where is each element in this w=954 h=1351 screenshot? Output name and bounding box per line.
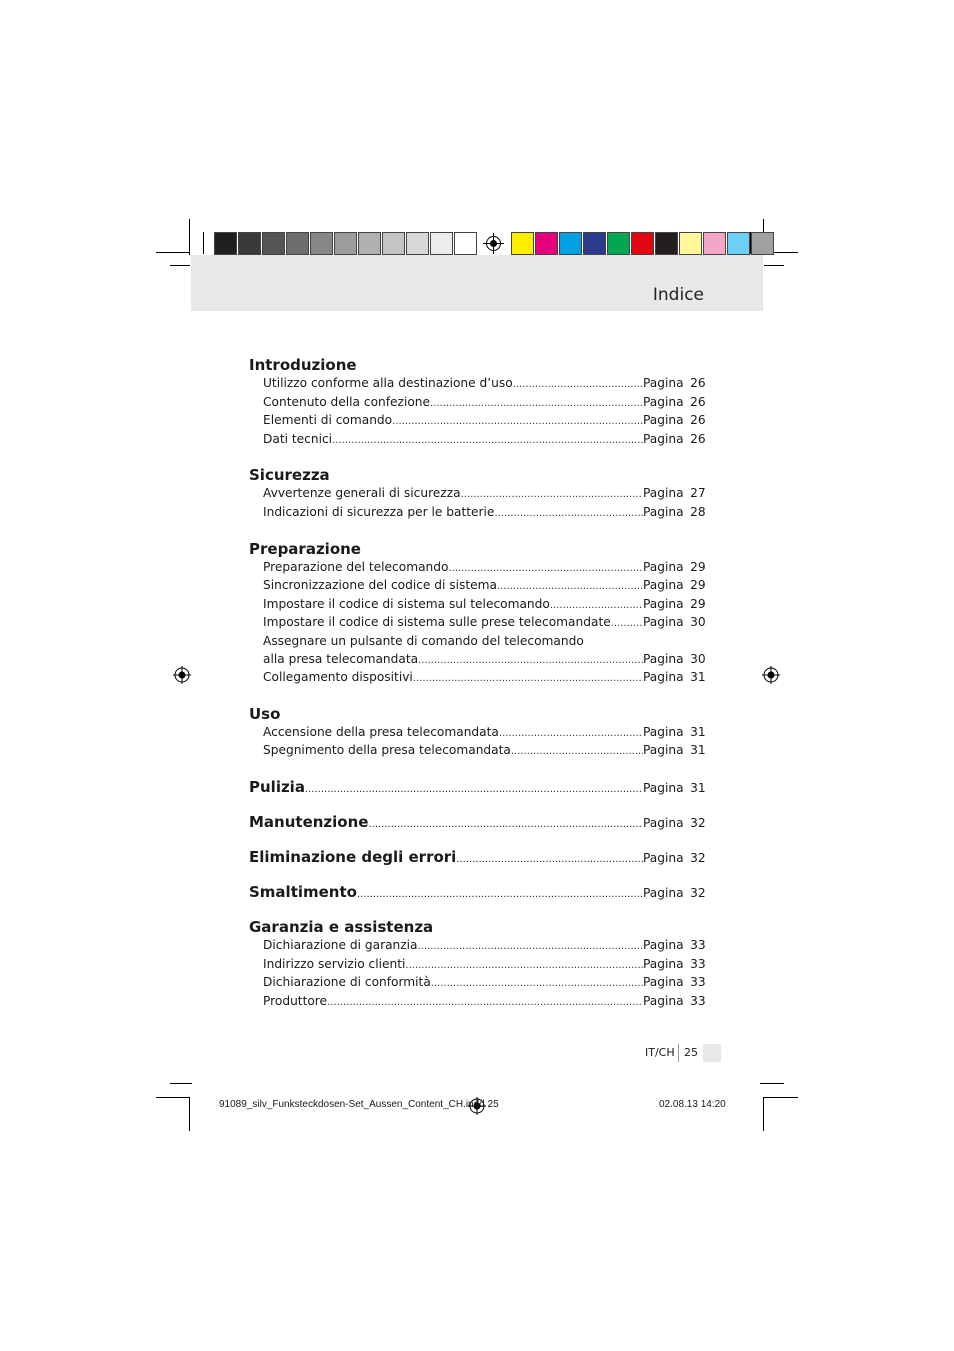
toc-entry-page	[643, 375, 705, 393]
toc-entry	[249, 596, 705, 615]
page-label: Pagina	[643, 413, 684, 428]
toc-section	[249, 883, 705, 902]
crop-mark	[189, 1097, 190, 1131]
toc-entry	[249, 993, 705, 1012]
toc-entry-page	[643, 431, 705, 449]
color-swatch	[679, 232, 702, 255]
color-bar	[214, 232, 775, 255]
toc-section-heading: Smaltimento	[249, 882, 357, 901]
color-swatch	[607, 232, 630, 255]
dot-leader	[418, 652, 643, 670]
toc-entry-page	[643, 559, 705, 577]
toc-entry	[249, 742, 705, 761]
page-label: Pagina	[643, 486, 684, 501]
toc-entry-text: Indirizzo servizio clienti	[263, 956, 406, 971]
footer-page-number: 25	[684, 1046, 698, 1059]
page-number: 26	[690, 431, 706, 446]
crop-mark	[156, 252, 190, 253]
toc-entry	[249, 724, 705, 743]
toc-section-heading: Introduzione	[249, 356, 357, 374]
dot-leader	[497, 578, 643, 596]
toc-entry	[249, 937, 705, 956]
toc-entry-text: Spegnimento della presa telecomandata	[263, 743, 511, 758]
page-label: Pagina	[643, 596, 684, 611]
dot-leader	[418, 938, 643, 956]
toc-entry-page	[643, 651, 705, 669]
toc-section	[249, 356, 705, 449]
dot-leader	[611, 615, 643, 633]
toc-section-heading: Eliminazione degli errori	[249, 847, 457, 866]
footer-divider	[678, 1044, 679, 1062]
color-swatch	[214, 232, 237, 255]
toc-section	[249, 778, 705, 797]
registration-mark-icon	[173, 666, 191, 684]
page-number: 28	[690, 504, 706, 519]
toc-section	[249, 705, 705, 761]
color-swatch	[262, 232, 285, 255]
dot-leader	[413, 670, 643, 688]
toc-entry	[249, 412, 705, 431]
toc-entry-page	[643, 724, 705, 742]
toc-entry-page	[643, 577, 705, 595]
dot-leader	[405, 957, 643, 975]
page-label: Pagina	[643, 670, 684, 685]
page-number: 29	[690, 559, 706, 574]
dot-leader	[327, 994, 643, 1012]
toc-entry-page	[643, 596, 705, 614]
dot-leader	[305, 784, 643, 795]
toc-entry-page	[643, 669, 705, 687]
page-number: 26	[690, 413, 706, 428]
toc-entry-text: Impostare il codice di sistema sul telecomando	[263, 596, 550, 611]
toc-entry	[249, 614, 705, 633]
dot-leader	[448, 560, 643, 578]
page-number: 26	[690, 376, 706, 390]
page-label: Pagina	[643, 850, 684, 865]
crop-mark	[203, 232, 204, 254]
toc-entry-text: Contenuto della confezione	[263, 394, 431, 409]
toc-entry-page	[643, 956, 705, 974]
toc-entry-page	[643, 816, 705, 830]
toc-entry-text: Dati tecnici	[263, 431, 333, 446]
page-number: 33	[690, 956, 706, 971]
color-swatch	[454, 232, 477, 255]
color-swatch	[559, 232, 582, 255]
dot-leader	[456, 854, 643, 865]
page-label: Pagina	[643, 394, 684, 409]
footer-language: IT/CH	[645, 1046, 675, 1059]
toc-entry	[249, 956, 705, 975]
toc-entry-text: alla presa telecomandata	[263, 651, 419, 666]
page-label: Pagina	[643, 651, 684, 666]
color-swatch	[382, 232, 405, 255]
color-swatch	[583, 232, 606, 255]
page-label: Pagina	[643, 743, 684, 758]
page-label: Pagina	[643, 780, 684, 795]
toc-entry-page	[643, 886, 705, 900]
toc-entry-text: Accensione della presa telecomandata	[263, 724, 499, 739]
page-number: 29	[690, 596, 706, 611]
toc-section-heading: Garanzia e assistenza	[249, 917, 434, 936]
page-number: 31	[690, 670, 706, 685]
page-label: Pagina	[643, 615, 684, 630]
page-number: 32	[690, 885, 706, 900]
crop-mark	[760, 1083, 784, 1084]
toc-entry-page	[643, 851, 705, 865]
toc-section	[249, 918, 705, 1011]
toc-entry	[249, 633, 705, 651]
dot-leader	[368, 819, 643, 830]
color-swatch	[334, 232, 357, 255]
toc-entry	[249, 559, 705, 578]
color-swatch	[751, 232, 774, 255]
page-number: 30	[690, 651, 706, 666]
dot-leader	[513, 376, 643, 394]
page-number: 33	[690, 937, 706, 952]
color-swatch	[238, 232, 261, 255]
page-label: Pagina	[643, 559, 684, 574]
toc-entry-page	[643, 412, 705, 430]
page-label: Pagina	[643, 724, 684, 739]
toc-entry	[249, 431, 705, 450]
toc-entry-text: Indicazioni di sicurezza per le batterie	[263, 504, 495, 519]
color-swatch	[358, 232, 381, 255]
dot-leader	[332, 432, 643, 450]
page-number: 31	[690, 743, 706, 758]
slug-date: 02.08.13 14:20	[659, 1099, 726, 1110]
toc-entry-page	[643, 504, 705, 522]
slug-filename: 91089_silv_Funksteckdosen-Set_Aussen_Content_CH.indd 25	[219, 1099, 499, 1110]
crop-mark	[156, 1097, 190, 1098]
toc-section-heading: Preparazione	[249, 539, 361, 558]
toc-entry-page	[643, 974, 705, 992]
toc-entry	[249, 485, 705, 504]
page-title: Indice	[652, 285, 704, 305]
toc-section	[249, 540, 705, 688]
toc-entry-text: Dichiarazione di conformità	[263, 975, 431, 990]
crop-mark	[764, 265, 784, 266]
page-number: 33	[690, 993, 706, 1008]
page-number: 30	[690, 615, 706, 630]
toc-section	[249, 466, 705, 522]
toc-section	[249, 848, 705, 867]
page-number: 32	[690, 850, 706, 865]
color-swatch	[703, 232, 726, 255]
page-number: 29	[690, 578, 706, 593]
page-label: Pagina	[643, 937, 684, 952]
toc-entry-text: Assegnare un pulsante di comando del telecomando	[263, 633, 584, 648]
crop-mark	[170, 1083, 192, 1084]
toc-entry-page	[643, 485, 705, 503]
table-of-contents	[249, 356, 705, 1011]
page-label: Pagina	[643, 431, 684, 446]
page-label: Pagina	[643, 815, 684, 830]
color-swatch	[430, 232, 453, 255]
page-number: 32	[690, 815, 706, 830]
color-swatch	[310, 232, 333, 255]
color-swatch	[655, 232, 678, 255]
color-swatch	[535, 232, 558, 255]
page-label: Pagina	[643, 975, 684, 990]
toc-section-heading: Sicurezza	[249, 466, 330, 485]
dot-leader	[392, 413, 643, 431]
crop-mark	[763, 1097, 764, 1131]
dot-leader	[550, 597, 643, 615]
toc-entry-text: Dichiarazione di garanzia	[263, 937, 418, 952]
toc-entry-text: Produttore	[263, 993, 328, 1008]
toc-entry-page	[643, 993, 705, 1011]
color-swatch	[631, 232, 654, 255]
toc-entry	[249, 375, 705, 394]
toc-entry	[249, 577, 705, 596]
page-label: Pagina	[643, 956, 684, 971]
toc-entry	[249, 394, 705, 413]
toc-entry-text: Collegamento dispositivi	[263, 670, 413, 685]
dot-leader	[511, 743, 643, 761]
page-label: Pagina	[643, 885, 684, 900]
color-swatch	[286, 232, 309, 255]
page-number: 27	[690, 486, 706, 501]
page-number: 33	[690, 975, 706, 990]
toc-entry-page	[643, 781, 705, 795]
dot-leader	[499, 725, 643, 743]
dot-leader	[494, 505, 643, 523]
dot-leader	[461, 486, 643, 504]
toc-section-heading: Pulizia	[249, 777, 305, 796]
color-swatch	[727, 232, 750, 255]
crop-mark	[189, 219, 190, 255]
toc-entry-text: Elementi di comando	[263, 413, 393, 428]
toc-entry-text: Impostare il codice di sistema sulle prese telecomandate	[263, 615, 611, 630]
toc-entry	[249, 651, 705, 670]
toc-entry-text: Sincronizzazione del codice di sistema	[263, 578, 498, 593]
page-label: Pagina	[643, 504, 684, 519]
page-number: 26	[690, 394, 706, 409]
footer-tab	[703, 1044, 721, 1062]
dot-leader	[431, 975, 643, 993]
toc-entry-page	[643, 394, 705, 412]
color-swatch	[511, 232, 534, 255]
crop-mark	[170, 265, 190, 266]
page-label: Pagina	[643, 993, 684, 1008]
page-label: Pagina	[643, 376, 684, 390]
toc-section-heading: Manutenzione	[249, 812, 369, 831]
toc-entry-page	[643, 937, 705, 955]
page-label: Pagina	[643, 578, 684, 593]
crop-mark	[764, 1097, 798, 1098]
toc-section-heading: Uso	[249, 704, 281, 723]
page-number: 31	[690, 724, 706, 739]
page-number: 31	[690, 780, 706, 795]
registration-mark-icon	[482, 232, 505, 255]
registration-mark-icon	[762, 666, 780, 684]
dot-leader	[357, 889, 643, 900]
toc-entry	[249, 504, 705, 523]
toc-section	[249, 813, 705, 832]
toc-entry-page	[643, 614, 705, 632]
toc-entry-text: Preparazione del telecomando	[263, 559, 449, 574]
toc-entry-text: Avvertenze generali di sicurezza	[263, 486, 461, 501]
toc-entry	[249, 669, 705, 688]
toc-entry-text: Utilizzo conforme alla destinazione d’uso	[263, 376, 513, 390]
toc-entry-page	[643, 742, 705, 760]
toc-entry	[249, 974, 705, 993]
color-swatch	[406, 232, 429, 255]
dot-leader	[430, 395, 643, 413]
